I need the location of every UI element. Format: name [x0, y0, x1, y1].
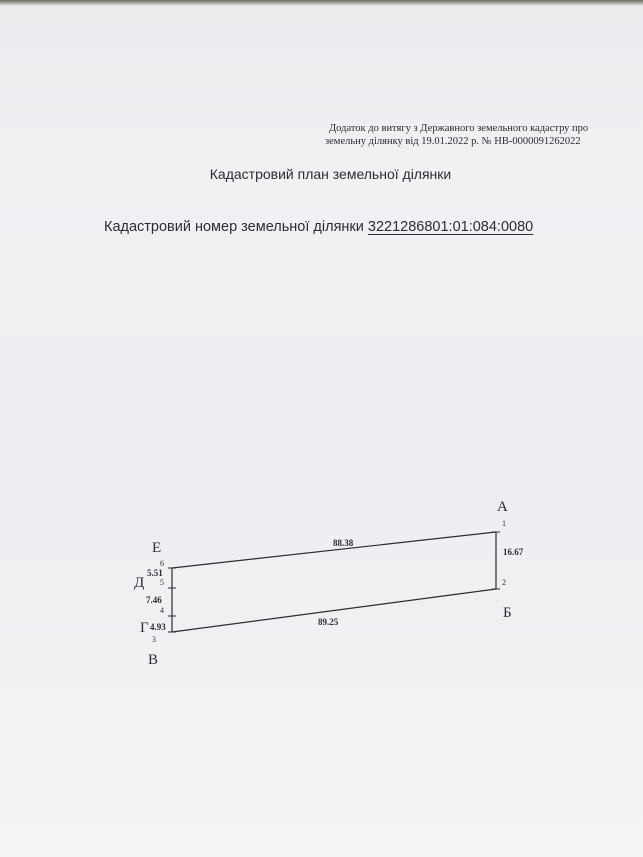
corner-letter-b: Б — [503, 605, 512, 621]
length-bottom: 89.25 — [318, 617, 339, 627]
corner-letter-d: Д — [134, 575, 145, 591]
annex-note-line-2: земельну ділянку від 19.01.2022 р. № НВ-0000091262022 — [325, 136, 581, 147]
point-number-2: 2 — [502, 578, 506, 587]
corner-letter-g: Г — [140, 620, 149, 636]
corner-letter-e: Е — [152, 540, 162, 556]
corner-letter-a: А — [497, 499, 508, 515]
point-number-5: 5 — [160, 578, 164, 587]
point-number-3: 3 — [152, 635, 156, 644]
length-right: 16.67 — [503, 547, 524, 557]
document-title: Кадастровий план земельної ділянки — [209, 166, 452, 182]
annex-note-line-1: Додаток до витягу з Державного земельного кадастру про — [329, 123, 589, 134]
length-left-lower: 4.93 — [150, 622, 166, 632]
point-number-4: 4 — [160, 606, 164, 615]
corner-letter-v: В — [148, 652, 159, 668]
point-number-6: 6 — [160, 559, 164, 568]
cadastral-number-value: 3221286801:01:084:0080 — [367, 219, 534, 235]
length-left-upper: 5.51 — [147, 568, 163, 578]
length-left-middle: 7.46 — [146, 595, 162, 605]
length-top: 88.38 — [333, 538, 354, 548]
point-number-1: 1 — [502, 519, 506, 528]
cadastral-number-label: Кадастровий номер земельної ділянки — [104, 219, 364, 235]
